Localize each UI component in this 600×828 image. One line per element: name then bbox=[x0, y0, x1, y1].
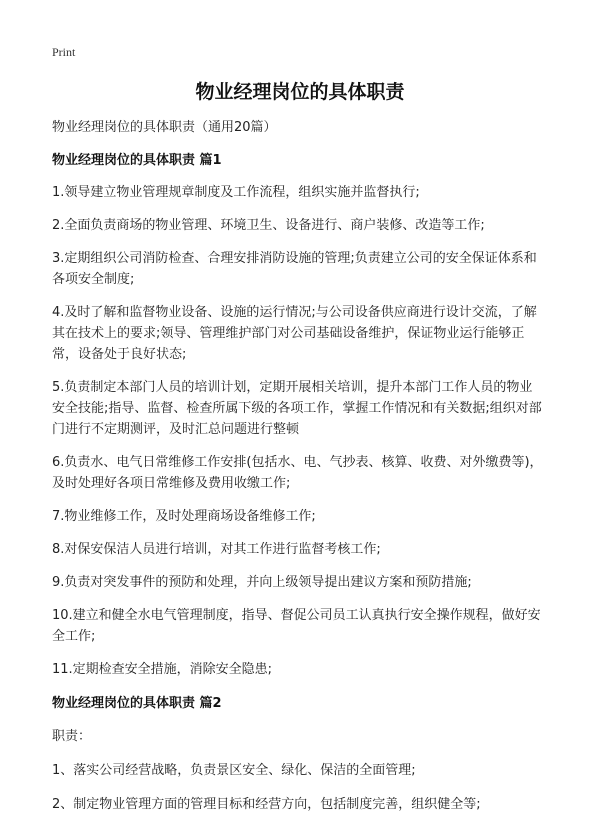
section-2 bbox=[52, 695, 548, 815]
document-title: 物业经理岗位的具体职责 bbox=[195, 81, 405, 103]
list-item: 2、制定物业管理方面的管理目标和经营方向，包括制度完善，组织健全等; bbox=[52, 797, 481, 812]
list-item: 5.负责制定本部门人员的培训计划，定期开展相关培训，提升本部门工作人员的物业安全技能;指导、监督、检查所属下级的各项工作，掌握工作情况和有关数据;组织对部门进行不定期测评，及时汇总问题进行整顿 bbox=[52, 380, 542, 437]
document-subtitle: 物业经理岗位的具体职责（通用20篇） bbox=[52, 120, 277, 135]
list-item: 1.领导建立物业管理规章制度及工作流程，组织实施并监督执行; bbox=[52, 185, 420, 200]
list-item: 9.负责对突发事件的预防和处理，并向上级领导提出建议方案和预防措施; bbox=[52, 575, 472, 590]
list-item: 2.全面负责商场的物业管理、环境卫生、设备进行、商户装修、改造等工作; bbox=[52, 218, 485, 233]
list-item: 8.对保安保洁人员进行培训，对其工作进行监督考核工作; bbox=[52, 542, 381, 557]
section-heading: 物业经理岗位的具体职责 篇1 bbox=[52, 153, 222, 168]
list-item: 1、落实公司经营战略，负责景区安全、绿化、保洁的全面管理; bbox=[52, 763, 416, 778]
print-label: Print bbox=[52, 45, 76, 59]
section-heading: 物业经理岗位的具体职责 篇2 bbox=[52, 696, 222, 711]
list-item: 3.定期组织公司消防检查、合理安排消防设施的管理;负责建立公司的安全保证体系和各项安全制度; bbox=[52, 251, 537, 287]
list-item: 11.定期检查安全措施，消除安全隐患; bbox=[52, 662, 273, 677]
section-1 bbox=[52, 152, 548, 680]
section-intro: 职责： bbox=[52, 729, 92, 744]
list-item: 10.建立和健全水电气管理制度，指导、督促公司员工认真执行安全操作规程，做好安全工作; bbox=[52, 608, 541, 644]
list-item: 4.及时了解和监督物业设备、设施的运行情况;与公司设备供应商进行设计交流，了解其在技术上的要求;领导、管理维护部门对公司基础设备维护，保证物业运行能够正常，设备处于良好状态; bbox=[52, 305, 537, 362]
list-item: 7.物业维修工作，及时处理商场设备维修工作; bbox=[52, 509, 316, 524]
list-item: 6.负责水、电气日常维修工作安排(包括水、电、气抄表、核算、收费、对外缴费等)，及时处理好各项日常维修及费用收缴工作; bbox=[52, 455, 543, 491]
